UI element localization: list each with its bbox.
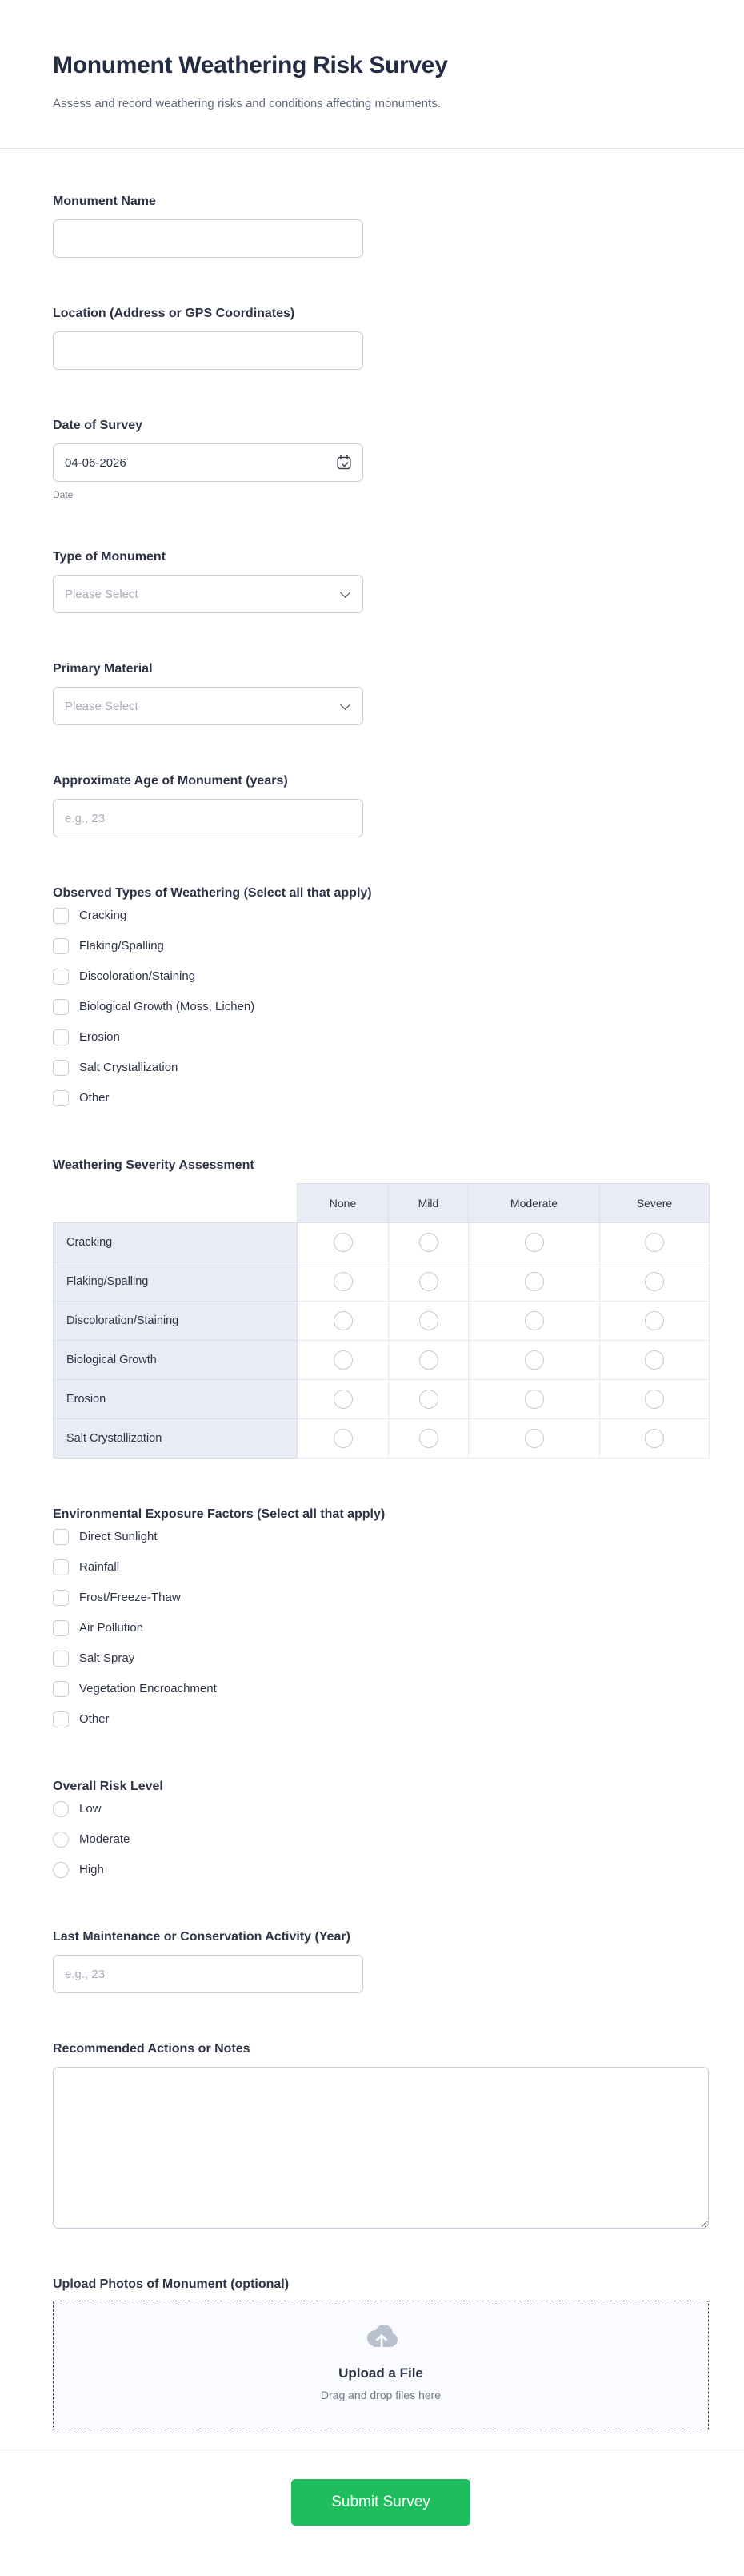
- matrix-radio[interactable]: [645, 1390, 664, 1409]
- matrix-radio[interactable]: [525, 1272, 544, 1291]
- checkbox-label: Salt Spray: [79, 1651, 135, 1665]
- overall-risk-label: Overall Risk Level: [53, 1780, 163, 1793]
- matrix-cell: [600, 1262, 710, 1302]
- matrix-cell: [298, 1302, 389, 1341]
- checkbox-option[interactable]: [53, 1029, 709, 1045]
- matrix-row-label: Erosion: [54, 1380, 298, 1419]
- matrix-radio[interactable]: [525, 1233, 544, 1252]
- checkbox-option[interactable]: [53, 1559, 709, 1575]
- checkbox-label: Direct Sunlight: [79, 1530, 158, 1543]
- matrix-cell: [389, 1223, 469, 1262]
- matrix-cell: [600, 1380, 710, 1419]
- cloud-upload-icon: [362, 2322, 400, 2355]
- file-upload-dropzone[interactable]: [53, 2301, 709, 2430]
- checkbox-label: Frost/Freeze-Thaw: [79, 1591, 181, 1604]
- select-value: Please Select: [65, 587, 138, 601]
- form-footer: [0, 2450, 744, 2562]
- checkbox-label: Flaking/Spalling: [79, 939, 164, 953]
- radio-label: Moderate: [79, 1832, 130, 1846]
- submit-button[interactable]: Submit Survey: [291, 2479, 470, 2526]
- matrix-cell: [298, 1223, 389, 1262]
- checkbox-option[interactable]: [53, 1060, 709, 1076]
- type-of-monument-select[interactable]: [53, 575, 363, 613]
- question-observed-weathering: [53, 885, 709, 1106]
- radio-option[interactable]: [53, 1832, 709, 1848]
- question-date-of-survey: [53, 418, 709, 501]
- matrix-row-label: Salt Crystallization: [54, 1419, 298, 1459]
- radio-label: Low: [79, 1802, 102, 1816]
- monument-name-input[interactable]: [53, 219, 363, 258]
- matrix-row: [54, 1262, 710, 1302]
- matrix-radio[interactable]: [334, 1350, 353, 1370]
- upload-label: Upload Photos of Monument (optional): [53, 2277, 290, 2291]
- matrix-radio[interactable]: [334, 1311, 353, 1330]
- severity-matrix-table: [53, 1183, 710, 1459]
- matrix-radio[interactable]: [645, 1429, 664, 1448]
- checkbox-label: Cracking: [79, 909, 127, 922]
- checkbox-icon[interactable]: [53, 1681, 69, 1697]
- chevron-down-icon: [340, 588, 350, 598]
- checkbox-icon[interactable]: [53, 1529, 69, 1545]
- checkbox-option[interactable]: [53, 1620, 709, 1636]
- checkbox-label: Erosion: [79, 1030, 120, 1044]
- checkbox-icon[interactable]: [53, 999, 69, 1015]
- matrix-column-header: Mild: [389, 1184, 469, 1223]
- matrix-row-label: Cracking: [54, 1223, 298, 1262]
- matrix-row: [54, 1419, 710, 1459]
- matrix-radio[interactable]: [419, 1429, 438, 1448]
- form-body: [0, 149, 744, 2450]
- matrix-cell: [298, 1262, 389, 1302]
- matrix-radio[interactable]: [419, 1350, 438, 1370]
- matrix-radio[interactable]: [525, 1350, 544, 1370]
- checkbox-label: Biological Growth (Moss, Lichen): [79, 1000, 255, 1013]
- matrix-cell: [389, 1262, 469, 1302]
- question-primary-material: [53, 661, 709, 725]
- question-location: [53, 306, 709, 370]
- matrix-row: [54, 1223, 710, 1262]
- matrix-cell: [600, 1223, 710, 1262]
- radio-icon[interactable]: [53, 1832, 69, 1848]
- matrix-radio[interactable]: [334, 1272, 353, 1291]
- matrix-cell: [298, 1341, 389, 1380]
- matrix-radio[interactable]: [334, 1390, 353, 1409]
- checkbox-option[interactable]: [53, 1681, 709, 1697]
- question-environmental-factors: [53, 1507, 709, 1727]
- upload-hint: Drag and drop files here: [320, 2389, 442, 2401]
- matrix-cell: [389, 1419, 469, 1459]
- checkbox-option[interactable]: [53, 1590, 709, 1606]
- checkbox-option[interactable]: [53, 938, 709, 954]
- observed-weathering-label: Observed Types of Weathering (Select all that apply): [53, 886, 372, 900]
- question-upload: [53, 2277, 709, 2430]
- type-of-monument-label: Type of Monument: [53, 550, 166, 564]
- radio-option[interactable]: [53, 1862, 709, 1878]
- matrix-cell: [298, 1419, 389, 1459]
- radio-label: High: [79, 1863, 104, 1876]
- matrix-radio[interactable]: [645, 1311, 664, 1330]
- location-input[interactable]: [53, 331, 363, 370]
- matrix-row: [54, 1302, 710, 1341]
- matrix-row: [54, 1380, 710, 1419]
- checkbox-icon[interactable]: [53, 1060, 69, 1076]
- select-value: Please Select: [65, 699, 138, 713]
- checkbox-icon[interactable]: [53, 1711, 69, 1727]
- checkbox-label: Vegetation Encroachment: [79, 1682, 217, 1695]
- radio-icon[interactable]: [53, 1862, 69, 1878]
- upload-title: Upload a File: [338, 2365, 423, 2381]
- checkbox-option[interactable]: [53, 969, 709, 985]
- matrix-cell: [600, 1419, 710, 1459]
- checkbox-icon[interactable]: [53, 1029, 69, 1045]
- matrix-cell: [600, 1341, 710, 1380]
- primary-material-select[interactable]: [53, 687, 363, 725]
- checkbox-icon[interactable]: [53, 1090, 69, 1106]
- matrix-column-header: Severe: [600, 1184, 710, 1223]
- matrix-radio[interactable]: [525, 1311, 544, 1330]
- question-last-maintenance: [53, 1929, 709, 1993]
- location-label: Location (Address or GPS Coordinates): [53, 307, 295, 320]
- matrix-cell: [600, 1302, 710, 1341]
- matrix-radio[interactable]: [419, 1311, 438, 1330]
- matrix-cell: [298, 1380, 389, 1419]
- notes-textarea[interactable]: [53, 2067, 709, 2229]
- matrix-cell: [469, 1380, 600, 1419]
- matrix-row-label: Flaking/Spalling: [54, 1262, 298, 1302]
- notes-label: Recommended Actions or Notes: [53, 2042, 250, 2056]
- matrix-corner-cell: [54, 1184, 298, 1223]
- checkbox-label: Other: [79, 1091, 110, 1105]
- checkbox-label: Salt Crystallization: [79, 1061, 178, 1074]
- checkbox-option[interactable]: [53, 908, 709, 924]
- matrix-radio[interactable]: [419, 1233, 438, 1252]
- matrix-cell: [389, 1341, 469, 1380]
- page-subtitle: Assess and record weathering risks and conditions affecting monuments.: [53, 97, 441, 110]
- checkbox-option[interactable]: [53, 1651, 709, 1667]
- matrix-radio[interactable]: [525, 1390, 544, 1409]
- matrix-column-header: None: [298, 1184, 389, 1223]
- checkbox-icon[interactable]: [53, 1620, 69, 1636]
- matrix-radio[interactable]: [419, 1390, 438, 1409]
- severity-matrix-label: Weathering Severity Assessment: [53, 1158, 254, 1172]
- environmental-factors-label: Environmental Exposure Factors (Select all that apply): [53, 1507, 386, 1521]
- matrix-radio[interactable]: [645, 1233, 664, 1252]
- age-input[interactable]: [53, 799, 363, 837]
- matrix-cell: [469, 1302, 600, 1341]
- matrix-row-label: Biological Growth: [54, 1341, 298, 1380]
- checkbox-icon[interactable]: [53, 938, 69, 954]
- matrix-column-header: Moderate: [469, 1184, 600, 1223]
- question-severity-matrix: [53, 1158, 709, 1459]
- matrix-cell: [469, 1262, 600, 1302]
- checkbox-label: Air Pollution: [79, 1621, 144, 1635]
- checkbox-icon[interactable]: [53, 1559, 69, 1575]
- checkbox-option[interactable]: [53, 999, 709, 1015]
- last-maintenance-input[interactable]: [53, 1955, 363, 1993]
- checkbox-icon[interactable]: [53, 969, 69, 985]
- question-notes: [53, 2041, 709, 2229]
- age-label: Approximate Age of Monument (years): [53, 774, 288, 788]
- question-age: [53, 773, 709, 837]
- page-title: Monument Weathering Risk Survey: [53, 52, 448, 78]
- primary-material-label: Primary Material: [53, 662, 153, 676]
- matrix-radio[interactable]: [645, 1350, 664, 1370]
- matrix-radio[interactable]: [334, 1429, 353, 1448]
- question-overall-risk: [53, 1779, 709, 1878]
- matrix-radio[interactable]: [419, 1272, 438, 1291]
- question-type-of-monument: [53, 549, 709, 613]
- question-monument-name: [53, 194, 709, 258]
- matrix-cell: [389, 1302, 469, 1341]
- date-of-survey-label: Date of Survey: [53, 419, 143, 432]
- checkbox-icon[interactable]: [53, 1651, 69, 1667]
- radio-icon[interactable]: [53, 1801, 69, 1817]
- matrix-radio[interactable]: [334, 1233, 353, 1252]
- checkbox-label: Rainfall: [79, 1560, 120, 1574]
- form-header: [0, 0, 744, 111]
- checkbox-option[interactable]: [53, 1529, 709, 1545]
- monument-name-label: Monument Name: [53, 195, 156, 208]
- checkbox-label: Other: [79, 1712, 110, 1726]
- matrix-cell: [469, 1223, 600, 1262]
- checkbox-icon[interactable]: [53, 1590, 69, 1606]
- date-helper-text: Date: [53, 489, 74, 500]
- radio-option[interactable]: [53, 1801, 709, 1817]
- matrix-row-label: Discoloration/Staining: [54, 1302, 298, 1341]
- checkbox-option[interactable]: [53, 1711, 709, 1727]
- matrix-cell: [469, 1341, 600, 1380]
- matrix-radio[interactable]: [525, 1429, 544, 1448]
- last-maintenance-label: Last Maintenance or Conservation Activity (Year): [53, 1930, 350, 1944]
- calendar-icon[interactable]: [335, 454, 353, 471]
- checkbox-icon[interactable]: [53, 908, 69, 924]
- date-input[interactable]: [53, 443, 363, 482]
- date-field: [53, 443, 363, 482]
- chevron-down-icon: [340, 700, 350, 710]
- matrix-radio[interactable]: [645, 1272, 664, 1291]
- matrix-cell: [389, 1380, 469, 1419]
- matrix-row: [54, 1341, 710, 1380]
- matrix-cell: [469, 1419, 600, 1459]
- checkbox-label: Discoloration/Staining: [79, 969, 196, 983]
- checkbox-option[interactable]: [53, 1090, 709, 1106]
